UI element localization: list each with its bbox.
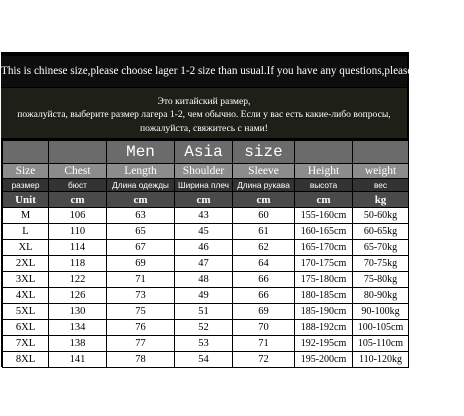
cell-shoulder: 54 <box>175 352 233 368</box>
title-cell-empty <box>3 141 49 164</box>
cell-chest: 106 <box>49 208 107 224</box>
header-weight: weight <box>353 164 409 179</box>
title-word-size: size <box>233 141 295 164</box>
table-row <box>3 304 409 320</box>
header-ru-weight: вес <box>353 179 409 192</box>
cell-length: 77 <box>107 336 175 352</box>
cell-size: 5XL <box>3 304 49 320</box>
table-row <box>3 256 409 272</box>
cell-shoulder: 47 <box>175 256 233 272</box>
cell-height: 155-160cm <box>295 208 353 224</box>
cell-weight: 50-60kg <box>353 208 409 224</box>
cell-length: 67 <box>107 240 175 256</box>
cell-height: 175-180cm <box>295 272 353 288</box>
header-height: Height <box>295 164 353 179</box>
cell-height: 185-190cm <box>295 304 353 320</box>
title-word-asia: Asia <box>175 141 233 164</box>
unit-height: cm <box>295 192 353 208</box>
cell-sleeve: 69 <box>233 304 295 320</box>
cell-length: 75 <box>107 304 175 320</box>
header-ru-height: высота <box>295 179 353 192</box>
cell-chest: 134 <box>49 320 107 336</box>
cell-height: 180-185cm <box>295 288 353 304</box>
cell-sleeve: 61 <box>233 224 295 240</box>
russian-notice-line-2: пожалуйста, выберите размер лагера 1-2, чем обычно. Если у вас есть какие-либо вопросы, <box>17 109 391 120</box>
unit-sleeve: cm <box>233 192 295 208</box>
cell-shoulder: 53 <box>175 336 233 352</box>
cell-height: 188-192cm <box>295 320 353 336</box>
cell-size: M <box>3 208 49 224</box>
unit-row <box>3 192 409 208</box>
unit-chest: cm <box>49 192 107 208</box>
cell-size: 4XL <box>3 288 49 304</box>
cell-sleeve: 70 <box>233 320 295 336</box>
table-row <box>3 288 409 304</box>
title-word-men: Men <box>107 141 175 164</box>
cell-size: 2XL <box>3 256 49 272</box>
title-cell-empty <box>353 141 409 164</box>
cell-chest: 122 <box>49 272 107 288</box>
cell-weight: 65-70kg <box>353 240 409 256</box>
cell-shoulder: 45 <box>175 224 233 240</box>
cell-sleeve: 66 <box>233 288 295 304</box>
cell-height: 192-195cm <box>295 336 353 352</box>
cell-weight: 90-100kg <box>353 304 409 320</box>
cell-sleeve: 71 <box>233 336 295 352</box>
unit-shoulder: cm <box>175 192 233 208</box>
cell-chest: 130 <box>49 304 107 320</box>
cell-length: 78 <box>107 352 175 368</box>
unit-length: cm <box>107 192 175 208</box>
cell-weight: 70-75kg <box>353 256 409 272</box>
cell-size: XL <box>3 240 49 256</box>
table-row <box>3 208 409 224</box>
cell-chest: 118 <box>49 256 107 272</box>
cell-height: 160-165cm <box>295 224 353 240</box>
cell-chest: 138 <box>49 336 107 352</box>
table-row <box>3 224 409 240</box>
cell-shoulder: 52 <box>175 320 233 336</box>
title-cell-empty <box>295 141 353 164</box>
cell-height: 170-175cm <box>295 256 353 272</box>
cell-size: 3XL <box>3 272 49 288</box>
cell-weight: 75-80kg <box>353 272 409 288</box>
header-shoulder: Shoulder <box>175 164 233 179</box>
russian-notice-banner <box>1 88 407 138</box>
cell-shoulder: 46 <box>175 240 233 256</box>
header-sleeve: Sleeve <box>233 164 295 179</box>
cell-height: 165-170cm <box>295 240 353 256</box>
english-notice-banner <box>1 56 464 87</box>
header-size: Size <box>3 164 49 179</box>
cell-weight: 60-65kg <box>353 224 409 240</box>
table-row <box>3 272 409 288</box>
cell-chest: 110 <box>49 224 107 240</box>
table-row <box>3 320 409 336</box>
header-ru-chest: бюст <box>49 179 107 192</box>
cell-chest: 114 <box>49 240 107 256</box>
cell-sleeve: 66 <box>233 272 295 288</box>
header-ru-length: Длина одежды <box>107 179 175 192</box>
cell-weight: 110-120kg <box>353 352 409 368</box>
table-title-row <box>3 141 409 164</box>
cell-shoulder: 43 <box>175 208 233 224</box>
table-row <box>3 352 409 368</box>
header-ru-shoulder: Ширина плеч <box>175 179 233 192</box>
cell-height: 195-200cm <box>295 352 353 368</box>
cell-length: 73 <box>107 288 175 304</box>
english-notice-text: This is chinese size,please choose lager 1-2 size than usual.If you have any questions,please contact us! <box>1 65 464 77</box>
header-row-en <box>3 164 409 179</box>
cell-length: 69 <box>107 256 175 272</box>
cell-weight: 105-110cm <box>353 336 409 352</box>
cell-size: 7XL <box>3 336 49 352</box>
title-cell-empty <box>49 141 107 164</box>
cell-length: 63 <box>107 208 175 224</box>
cell-shoulder: 49 <box>175 288 233 304</box>
russian-notice-line-3: пожалуйста, свяжитесь с нами! <box>139 123 268 134</box>
header-chest: Chest <box>49 164 107 179</box>
unit-label: Unit <box>3 192 49 208</box>
cell-chest: 141 <box>49 352 107 368</box>
cell-sleeve: 62 <box>233 240 295 256</box>
header-length: Length <box>107 164 175 179</box>
cell-size: 8XL <box>3 352 49 368</box>
cell-length: 71 <box>107 272 175 288</box>
cell-weight: 100-105cm <box>353 320 409 336</box>
header-ru-size: размер <box>3 179 49 192</box>
russian-notice-line-1: Это китайский размер, <box>157 96 251 107</box>
cell-length: 76 <box>107 320 175 336</box>
cell-sleeve: 64 <box>233 256 295 272</box>
header-row-ru <box>3 179 409 192</box>
header-ru-sleeve: Длина рукава <box>233 179 295 192</box>
cell-weight: 80-90kg <box>353 288 409 304</box>
size-table <box>2 140 409 368</box>
cell-length: 65 <box>107 224 175 240</box>
cell-shoulder: 48 <box>175 272 233 288</box>
cell-chest: 126 <box>49 288 107 304</box>
unit-weight: kg <box>353 192 409 208</box>
cell-sleeve: 72 <box>233 352 295 368</box>
cell-sleeve: 60 <box>233 208 295 224</box>
cell-size: L <box>3 224 49 240</box>
table-row <box>3 336 409 352</box>
cell-size: 6XL <box>3 320 49 336</box>
table-row <box>3 240 409 256</box>
cell-shoulder: 51 <box>175 304 233 320</box>
